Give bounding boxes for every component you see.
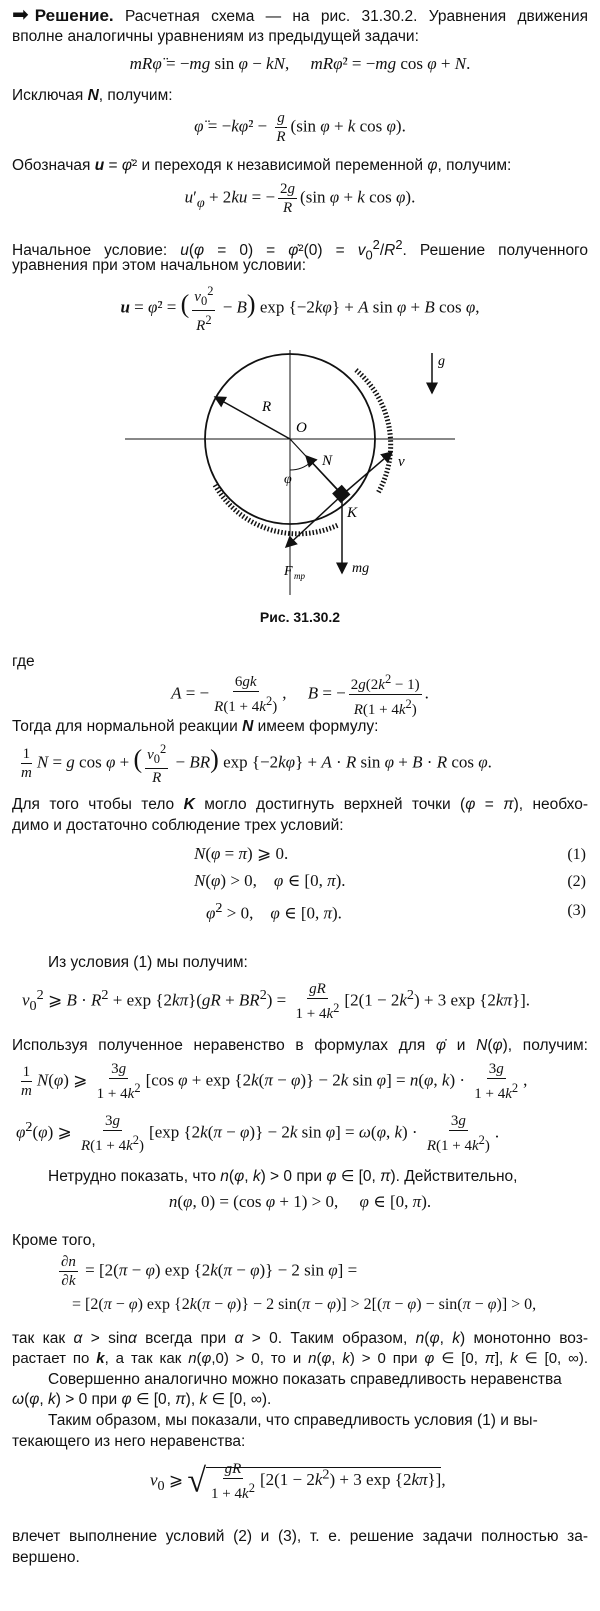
phi-label: φ (284, 472, 292, 487)
since-text-1: так как α > sinα всегда при α > 0. Таким образом, n(φ, k) монотонно воз- (12, 1330, 589, 1347)
body-k-label: K (347, 505, 358, 521)
condition-2-number: (2) (567, 873, 586, 890)
friction-subscript: тр (294, 571, 305, 581)
velocity-arrow (342, 452, 392, 495)
initial-condition-line-1: Начальное условие: u(φ = 0) = φ̇²(0) = $v_0^2/R^2$. Решение полученного (12, 237, 588, 263)
equation-solution: u = φ̇² = ( $\frac{v_0^2}{R^2}$ − B) exp {−2kφ} + A sin φ + B cos φ, (120, 284, 480, 334)
figure-circle-diagram (0, 335, 600, 625)
weight-label: mg (352, 561, 370, 576)
thus-text-1: Таким образом, мы показали, что справедливость условия (1) и вы- (48, 1412, 538, 1429)
from-condition-1-text: Из условия (1) мы получим: (48, 954, 248, 971)
equation-A-B: A = − $\frac{6gk}{R(1 + 4k^2)}$ , B = − $\frac{2g(2k^2 - 1)}{R(1 + 4k^2)}$ . (171, 672, 429, 718)
substitution-text: Обозначая u = φ̇² и переходя к независимой переменной φ, получим: (12, 157, 512, 174)
end-text-2: вершено. (12, 1549, 80, 1566)
besides-text: Кроме того, (12, 1232, 96, 1249)
similar-text-1: Совершенно аналогично можно показать справедливость неравенства (48, 1371, 562, 1388)
equation-v0-squared: $v_0^2$ ⩾ $B \cdot R^2 + \exp \{2k\pi\}(gR + BR^2)$ = $\frac{gR}{1 + 4k^2}$ [$2(1 - 2k^2) + 3$ exp {2kπ}]. (22, 981, 531, 1022)
where-text: где (12, 653, 35, 670)
inequality-phi-dot: φ̇$^2$(φ) ⩾ $\frac{3g}{R(1 + 4k^2)}$ [exp {2k(π − φ)} − 2k sin φ] = ω(φ, k) · $\frac{3g}{R(1 + 4k^2)}$ . (16, 1113, 500, 1154)
exclude-text: Исключая N, получим: (12, 87, 173, 104)
friction-arrow (286, 497, 340, 547)
normal-reaction-text: Тогда для нормальной реакции N имеем формулу: (12, 718, 379, 735)
center-label: O (296, 420, 307, 436)
conditions-text-1: Для того чтобы тело K могло достигнуть верхней точки (φ = π), необхо- (12, 796, 588, 813)
condition-1: N(φ = π) ⩾ 0. (194, 844, 289, 863)
figure-caption: Рис. 31.30.2 (259, 609, 341, 625)
angle-arc (290, 462, 311, 470)
intro-line-1 (12, 6, 588, 26)
derivative-line-1: $\frac{\partial n}{\partial k}$ = [2(π − φ) exp {2k(π − φ)} − 2 sin φ] = (61, 1254, 358, 1289)
radius-arrow (215, 397, 290, 439)
conditions-text-2: димо и достаточно соблюдение трех условий: (12, 817, 344, 834)
initial-condition-line-2: уравнения при этом начальном условии: (12, 257, 307, 274)
friction-label: F (284, 564, 293, 579)
pointing-arrow-icon: ➡ (12, 4, 29, 26)
inequality-N: $\frac{1}{m}$ N(φ) ⩾ $\frac{3g}{1 + 4k^2}$ [cos φ + exp {2k(π − φ)} − 2k sin φ] = n(φ, k) · $\frac{3g}{1 + 4k^2}$ , (21, 1061, 528, 1102)
since-text-2: растает по k, а так как n(φ,0) > 0, то и n(φ, k) > 0 при φ ∈ [0, π], k ∈ [0, ∞). (12, 1350, 588, 1367)
condition-3-number: (3) (567, 902, 586, 919)
solution-heading: Решение. (34, 6, 114, 25)
condition-2: N(φ) > 0, φ ∈ [0, π). (194, 871, 346, 890)
using-text: Используя полученное неравенство в формулах для φ̇ и N(φ), получим: (12, 1037, 588, 1054)
intro-text-1: Расчетная схема — на рис. 31.30.2. Уравнения движения (124, 8, 588, 25)
guide-hatch-bottom (215, 485, 338, 534)
show-positive-text: Нетрудно показать, что n(φ, k) > 0 при φ ∈ [0, π). Действительно, (48, 1168, 518, 1185)
condition-1-number: (1) (567, 846, 586, 863)
derivative-line-2: = [2(π − φ) exp {2k(π − φ)} − 2 sin(π − φ)] > 2[(π − φ) − sin(π − φ)] > 0, (72, 1296, 537, 1313)
end-text-1: влечет выполнение условий (2) и (3), т. е. решение задачи полностью за- (12, 1528, 588, 1545)
intro-line-2: вполне аналогичны уравнениям из предыдущей задачи: (12, 28, 419, 45)
guide-hatch-right (356, 370, 391, 493)
thus-text-2: текающего из него неравенства: (12, 1433, 246, 1450)
velocity-label: v (398, 454, 405, 470)
equation-final-v0: $v_0$ ⩾ √ $\frac{gR}{1 + 4k^2}$ [$2(1 - 2k^2) + 3$ exp {2kπ}], (150, 1461, 446, 1502)
equation-n-zero: n(φ, 0) = (cos φ + 1) > 0, φ ∈ [0, π). (168, 1192, 432, 1211)
condition-3: φ̇$^2$ > 0, φ ∈ [0, π). (206, 900, 342, 923)
similar-text-2: ω(φ, k) > 0 при φ ∈ [0, π), k ∈ [0, ∞). (12, 1391, 272, 1408)
radius-label: R (262, 399, 272, 415)
gravity-label: g (438, 354, 445, 369)
equation-N: $\frac{1}{m}$ N = g cos φ + ( $\frac{v_0^2}{R}$ − BR) exp {−2kφ} + A · R sin φ + B · R cos φ. (21, 742, 492, 786)
equation-u: $u'_\varphi + 2ku$ = − $\frac{2g}{R}$ (sin φ + k cos φ). (184, 181, 416, 216)
equation-phi-ddot: φ̈ = −kφ̇² − $\frac{g}{R}$ (sin φ + k cos φ). (194, 110, 406, 145)
normal-force-label: N (322, 453, 333, 469)
equations-of-motion: mRφ̈ = −mg sin φ − kN, mRφ̇² = −mg cos φ + N. (129, 54, 471, 73)
